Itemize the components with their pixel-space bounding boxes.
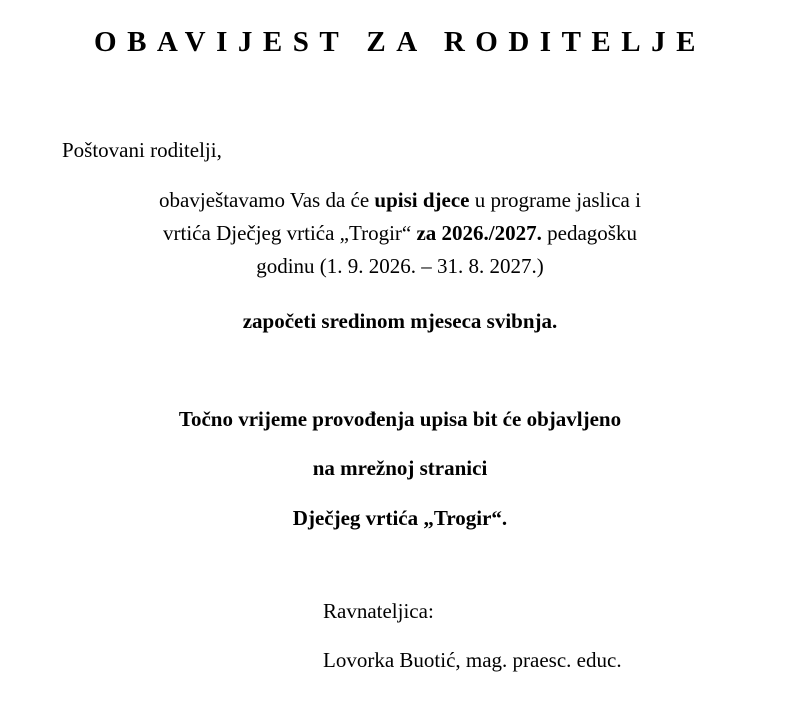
body-line-1-text-a: obavještavamo Vas da će: [159, 188, 375, 212]
salutation: Poštovani roditelji,: [62, 138, 222, 162]
notice-line-2: na mrežnoj stranici: [312, 456, 488, 480]
body-line-2-text-b: pedagošku: [541, 221, 637, 245]
body-line-2-bold: za 2026./2027.: [416, 221, 542, 245]
enrollment-start-line: započeti sredinom mjeseca svibnja.: [242, 309, 558, 333]
body-line-1-text-b: u programe jaslica i: [469, 188, 641, 212]
notice-line-1: Točno vrijeme provođenja upisa bit će objavljeno: [178, 407, 622, 431]
notice-line-3: Dječjeg vrtića „Trogir“.: [292, 506, 508, 530]
body-line-3: godinu (1. 9. 2026. – 31. 8. 2027.): [256, 254, 544, 278]
document-title: OBAVIJEST ZA RODITELJE: [94, 26, 706, 58]
body-line-1: [40, 184, 760, 217]
signature-name: Lovorka Buotić, mag. praesc. educ.: [323, 648, 622, 672]
body-paragraph: [40, 184, 760, 283]
body-line-2: [40, 217, 760, 250]
body-line-1-bold: upisi djece: [374, 188, 470, 212]
body-line-2-text-a: vrtića Dječjeg vrtića „Trogir“: [163, 221, 417, 245]
signature-role: Ravnateljica:: [323, 599, 434, 623]
